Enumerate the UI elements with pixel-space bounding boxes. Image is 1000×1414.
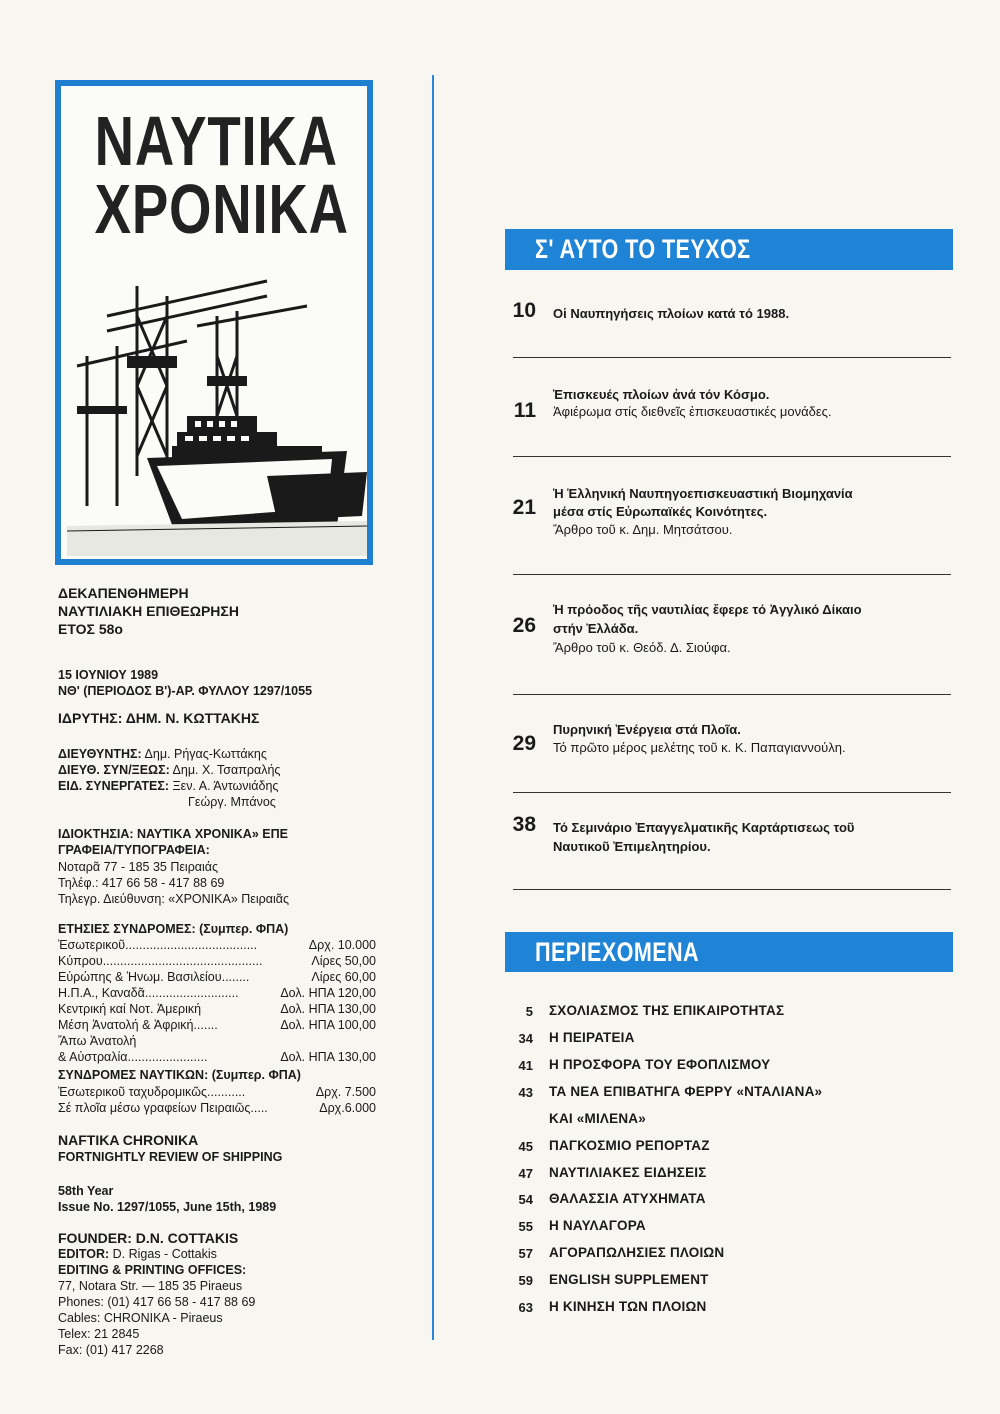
contents-page-number[interactable]: 45 (518, 1139, 533, 1154)
contrib-label: ΕΙΔ. ΣΥΝΕΡΓΑΤΕΣ: (58, 779, 170, 793)
cover-thumbnail (55, 80, 373, 565)
telegraph: Τηλεγρ. Διεύθυνση: «ΧΡΟΝΙΚΑ» Πειραιᾶς (58, 892, 289, 906)
ship-crane-illustration (67, 276, 367, 556)
toc-entry-title-cont[interactable]: στήν Ἑλλάδα. (553, 621, 639, 636)
subs-label: Κύπρου.............................................. (58, 954, 263, 968)
toc-separator (513, 792, 951, 793)
coeditor-line (58, 763, 280, 778)
coeditor-name: Δημ. Χ. Τσαπραλής (172, 763, 281, 777)
contrib-name1: Ξεν. Α. Άντωνιάδης (172, 779, 279, 793)
en-editor-name: D. Rigas - Cottakis (112, 1247, 217, 1261)
subs-row (58, 938, 376, 952)
director-label: ΔΙΕΥΘΥΝΤΗΣ: (58, 747, 142, 761)
subs-label: & Αὐστραλία....................... (58, 1050, 208, 1064)
subtitle-line2: ΝΑΥΤΙΛΙΑΚΗ ΕΠΙΘΕΩΡΗΣΗ (58, 603, 239, 619)
contents-page-number[interactable]: 55 (518, 1219, 533, 1234)
naval-row (58, 1101, 376, 1115)
founder: ΙΔΡΥΤΗΣ: ΔΗΜ. Ν. ΚΩΤΤΑΚΗΣ (58, 710, 260, 726)
subs-label: Μέση Ἀνατολή & Ἀφρική....... (58, 1018, 218, 1032)
subs-row (58, 1018, 376, 1032)
subs-price: Λίρες 50,00 (311, 954, 376, 968)
contents-page-number[interactable]: 34 (518, 1031, 533, 1046)
contents-item[interactable]: Η ΠΕΙΡΑΤΕΙΑ (549, 1030, 635, 1045)
column-divider (432, 75, 434, 1340)
contents-page-number[interactable]: 43 (518, 1085, 533, 1100)
subs-label: Ἐσωτερικοῦ...................................... (58, 938, 258, 952)
contents-header (505, 932, 953, 972)
toc-page-number[interactable]: 29 (512, 732, 536, 755)
contents-item[interactable]: Η ΚΙΝΗΣΗ ΤΩΝ ΠΛΟΙΩΝ (549, 1299, 707, 1314)
contents-page-number[interactable]: 63 (518, 1300, 533, 1315)
contents-page-number[interactable]: 59 (518, 1273, 533, 1288)
contents-item[interactable]: ENGLISH SUPPLEMENT (549, 1272, 709, 1287)
contents-title: ΠΕΡΙΕΧΟΜΕΝΑ (535, 937, 700, 967)
subs-row (58, 986, 376, 1000)
subs-label: Εὐρώπης & Ἡνωμ. Βασιλείου........ (58, 970, 250, 984)
in-this-issue-title: Σ' ΑΥΤΟ ΤΟ ΤΕΥΧΟΣ (535, 234, 751, 264)
coeditor-label: ΔΙΕΥΘ. ΣΥΝ/ΞΕΩΣ: (58, 763, 170, 777)
subs-price: Δρχ. 10.000 (308, 938, 376, 952)
naval-row (58, 1085, 376, 1099)
issue-date: 15 ΙΟΥΝΙΟΥ 1989 (58, 668, 159, 682)
toc-entry-title[interactable]: Τό Σεμινάριο Ἐπαγγελματικῆς Καρτάρτισεως τοῦ (553, 820, 855, 835)
en-editor-label: EDITOR: (58, 1247, 110, 1261)
cover-title-line2: ΧΡΟΝΙΚΑ (94, 170, 349, 248)
subs-label: Κεντρική καί Νοτ. Ἀμερική (58, 1002, 202, 1016)
en-telex: Telex: 21 2845 (58, 1327, 140, 1341)
naval-subs-title: ΣΥΝΔΡΟΜΕΣ ΝΑΥΤΙΚΩΝ: (Συμπερ. ΦΠΑ) (58, 1068, 301, 1082)
contents-item[interactable]: ΘΑΛΑΣΣΙΑ ΑΤΥΧΗΜΑΤΑ (549, 1191, 706, 1206)
en-founder: FOUNDER: D.N. COTTAKIS (58, 1230, 239, 1246)
director-line (58, 747, 267, 762)
subs-row (58, 1002, 376, 1016)
subs-price: Δολ. ΗΠΑ 100,00 (280, 1018, 376, 1032)
toc-entry-subtitle: Ἄρθρο τοῦ κ. Δημ. Μητσάτσου. (553, 522, 733, 537)
director-name: Δημ. Ρήγας-Κωττάκης (144, 747, 267, 761)
subs-price: Λίρες 60,00 (311, 970, 376, 984)
subs-label: Η.Π.Α., Καναδᾶ........................... (58, 986, 239, 1000)
contents-item[interactable]: ΠΑΓΚΟΣΜΙΟ ΡΕΠΟΡΤΑΖ (549, 1138, 710, 1153)
toc-page-number[interactable]: 26 (512, 614, 536, 637)
toc-entry-title[interactable]: Ἡ Ἑλληνική Ναυπηγοεπισκευαστική Βιομηχανία (553, 486, 853, 501)
toc-entry-subtitle: Ἀφιέρωμα στίς διεθνεῖς ἐπισκευαστικές μονάδες. (553, 404, 832, 419)
contents-page-number[interactable]: 54 (518, 1192, 533, 1207)
toc-page-number[interactable]: 11 (513, 399, 536, 422)
en-fax: Fax: (01) 417 2268 (58, 1343, 164, 1357)
contents-item[interactable]: Η ΝΑΥΛΑΓΟΡΑ (549, 1218, 646, 1233)
subs-row (58, 1050, 376, 1064)
toc-entry-title[interactable]: Ἐπισκευές πλοίων ἀνά τόν Κόσμο. (553, 387, 770, 402)
subs-row (58, 954, 376, 968)
owner: ΙΔΙΟΚΤΗΣΙΑ: ΝΑΥΤΙΚΑ ΧΡΟΝΙΚΑ» ΕΠΕ (58, 827, 288, 841)
contents-item[interactable]: ΑΓΟΡΑΠΩΛΗΣΙΕΣ ΠΛΟΙΩΝ (549, 1245, 725, 1260)
year-label: ΕΤΟΣ 58ο (58, 621, 123, 637)
contents-item[interactable]: Η ΠΡΟΣΦΟΡΑ ΤΟΥ ΕΦΟΠΛΙΣΜΟΥ (549, 1057, 771, 1072)
en-editor-line (58, 1247, 217, 1262)
phone: Τηλέφ.: 417 66 58 - 417 88 69 (58, 876, 225, 890)
en-title2: FORTNIGHTLY REVIEW OF SHIPPING (58, 1150, 283, 1164)
in-this-issue-header (505, 229, 953, 270)
naval-label: Σέ πλοῖα μέσω γραφείων Πειραιῶς..... (58, 1101, 268, 1115)
toc-entry-subtitle: Τό πρῶτο μέρος μελέτης τοῦ κ. Κ. Παπαγιαννούλη. (553, 740, 846, 755)
toc-separator (513, 456, 951, 457)
subs-title: ΕΤΗΣΙΕΣ ΣΥΝΔΡΟΜΕΣ: (Συμπερ. ΦΠΑ) (58, 922, 289, 936)
subs-price: Δολ. ΗΠΑ 120,00 (280, 986, 376, 1000)
far-east-line1: Ἄπω Ἀνατολή (58, 1034, 137, 1048)
en-title1: NAFTIKA CHRONIKA (58, 1132, 199, 1148)
toc-separator (513, 889, 951, 890)
toc-entry-title[interactable]: Πυρηνική Ἐνέργεια στά Πλοῖα. (553, 722, 741, 737)
contents-item[interactable]: ΤΑ ΝΕΑ ΕΠΙΒΑΤΗΓΑ ΦΕΡΡΥ «ΝΤΑΛΙΑΝΑ» (549, 1084, 823, 1099)
toc-separator (513, 694, 951, 695)
en-offices: EDITING & PRINTING OFFICES: (58, 1263, 247, 1277)
subs-row (58, 970, 376, 984)
contents-item-cont[interactable]: ΚΑΙ «ΜΙΛΕΝΑ» (549, 1111, 646, 1126)
address: Νοταρᾶ 77 - 185 35 Πειραιάς (58, 860, 219, 874)
subs-price: Δολ. ΗΠΑ 130,00 (280, 1002, 376, 1016)
contrib-name2: Γεώργ. Μπάνος (188, 795, 276, 809)
toc-separator (513, 574, 951, 575)
en-year: 58th Year (58, 1184, 114, 1198)
toc-entry-title-cont[interactable]: μέσα στίς Εὐρωπαϊκές Κοινότητες. (553, 504, 768, 519)
toc-entry-subtitle: Ἄρθρο τοῦ κ. Θεόδ. Δ. Σιούφα. (553, 640, 731, 655)
naval-price: Δρχ.6.000 (319, 1101, 376, 1115)
contrib-line (58, 779, 278, 794)
toc-entry-title[interactable]: Οἱ Ναυπηγήσεις πλοίων κατά τό 1988. (553, 306, 790, 321)
naval-price: Δρχ. 7.500 (315, 1085, 376, 1099)
toc-entry-title-cont[interactable]: Ναυτικοῦ Ἐπιμελητηρίου. (553, 839, 711, 854)
offices-label: ΓΡΑΦΕΙΑ/ΤΥΠΟΓΡΑΦΕΙΑ: (58, 843, 210, 857)
en-address: 77, Notara Str. — 185 35 Piraeus (58, 1279, 243, 1293)
toc-separator (513, 357, 951, 358)
issue-number: ΝΘ' (ΠΕΡΙΟΔΟΣ Β')-ΑΡ. ΦΥΛΛΟΥ 1297/1055 (58, 684, 313, 698)
toc-entry-title[interactable]: Ἡ πρόοδος τῆς ναυτιλίας ἔφερε τό Ἀγγλικό Δίκαιο (553, 602, 862, 617)
en-phones: Phones: (01) 417 66 58 - 417 88 69 (58, 1295, 256, 1309)
contents-item[interactable]: ΝΑΥΤΙΛΙΑΚΕΣ ΕΙΔΗΣΕΙΣ (549, 1165, 707, 1180)
en-issue: Issue No. 1297/1055, June 15th, 1989 (58, 1200, 277, 1214)
naval-label: Ἐσωτερικοῦ ταχυδρομικῶς........... (58, 1085, 246, 1099)
subtitle-line1: ΔΕΚΑΠΕΝΘΗΜΕΡΗ (58, 585, 189, 601)
cover-title-line1: ΝΑΥΤΙΚΑ (94, 102, 338, 180)
contents-item[interactable]: ΣΧΟΛΙΑΣΜΟΣ ΤΗΣ ΕΠΙΚΑΙΡΟΤΗΤΑΣ (549, 1003, 785, 1018)
toc-page-number[interactable]: 10 (512, 299, 536, 322)
contents-page-number[interactable]: 5 (525, 1004, 533, 1019)
contents-page-number[interactable]: 41 (518, 1058, 533, 1073)
contents-page-number[interactable]: 47 (518, 1166, 533, 1181)
subs-price: Δολ. ΗΠΑ 130,00 (280, 1050, 376, 1064)
toc-page-number[interactable]: 21 (512, 496, 536, 519)
contents-page-number[interactable]: 57 (518, 1246, 533, 1261)
toc-page-number[interactable]: 38 (512, 813, 536, 836)
en-cables: Cables: CHRONIKA - Piraeus (58, 1311, 223, 1325)
